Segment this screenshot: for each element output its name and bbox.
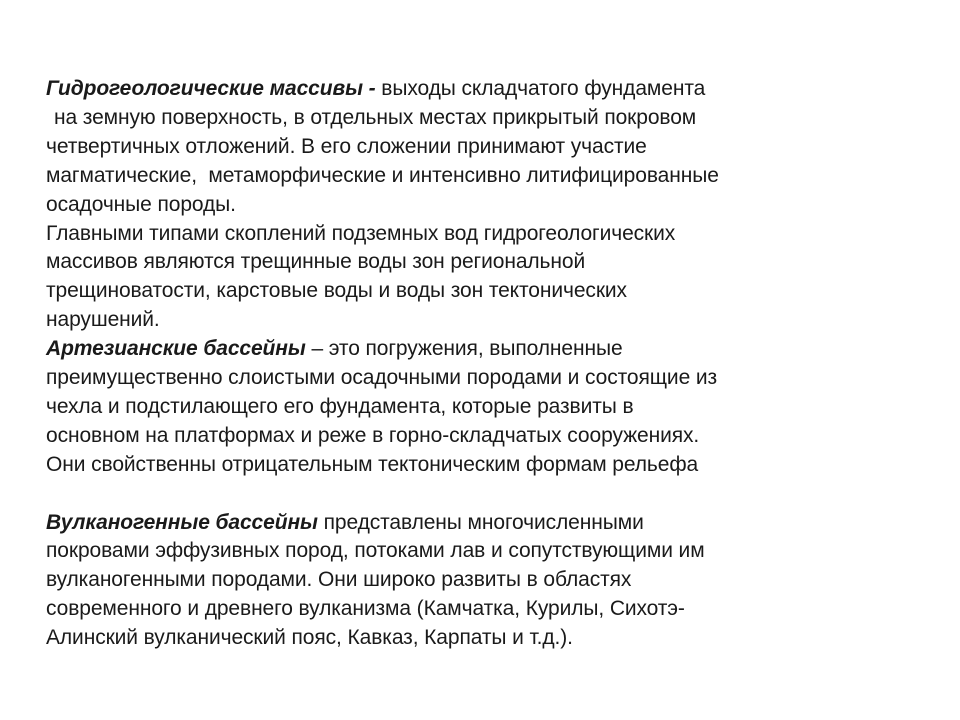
line: Они свойственны отрицательным тектоническим формам рельефа — [46, 452, 699, 476]
line — [46, 509, 946, 538]
paragraph-massif-waters — [46, 220, 946, 336]
line: четвертичных отложений. В его сложении принимают участие — [46, 134, 647, 158]
line: чехла и подстилающего его фундамента, которые развиты в — [46, 394, 634, 418]
line: современного и древнего вулканизма (Камчатка, Курилы, Сихотэ- — [46, 597, 685, 621]
text: представлены многочисленными — [317, 510, 644, 534]
line: магматические, метаморфические и интенсивно литифицированные — [46, 163, 719, 187]
line: покровами эффузивных пород, потоками лав и сопутствующими им — [46, 539, 705, 563]
line: преимущественно слоистыми осадочными породами и состоящие из — [46, 366, 718, 390]
paragraph-artesian — [46, 335, 946, 480]
line: нарушений. — [46, 308, 160, 332]
line: Главными типами скоплений подземных вод гидрогеологических — [46, 221, 676, 245]
paragraph-volcanic — [46, 509, 946, 654]
line: трещиноватости, карстовые воды и воды зон тектонических — [46, 279, 627, 303]
text: – это погружения, выполненные — [305, 337, 623, 361]
body-text — [46, 75, 946, 653]
line — [46, 75, 946, 104]
line: осадочные породы. — [46, 192, 236, 216]
line — [46, 335, 946, 364]
line: вулканогенными породами. Они широко развиты в областях — [46, 568, 632, 592]
line: основном на платформах и реже в горно-складчатых сооружениях. — [46, 423, 700, 447]
term-volcanic: Вулканогенные бассейны — [46, 510, 318, 534]
text: выходы складчатого фундамента — [375, 77, 706, 100]
term-massifs: Гидрогеологические массивы - — [46, 77, 376, 100]
term-artesian: Артезианские бассейны — [46, 337, 306, 361]
line: на земную поверхность, в отдельных местах прикрытый покровом — [54, 105, 697, 129]
line: массивов являются трещинные воды зон региональной — [46, 250, 586, 274]
spacer — [46, 480, 946, 509]
line: Алинский вулканический пояс, Кавказ, Карпаты и т.д.). — [46, 626, 573, 650]
paragraph-massifs — [46, 75, 946, 220]
